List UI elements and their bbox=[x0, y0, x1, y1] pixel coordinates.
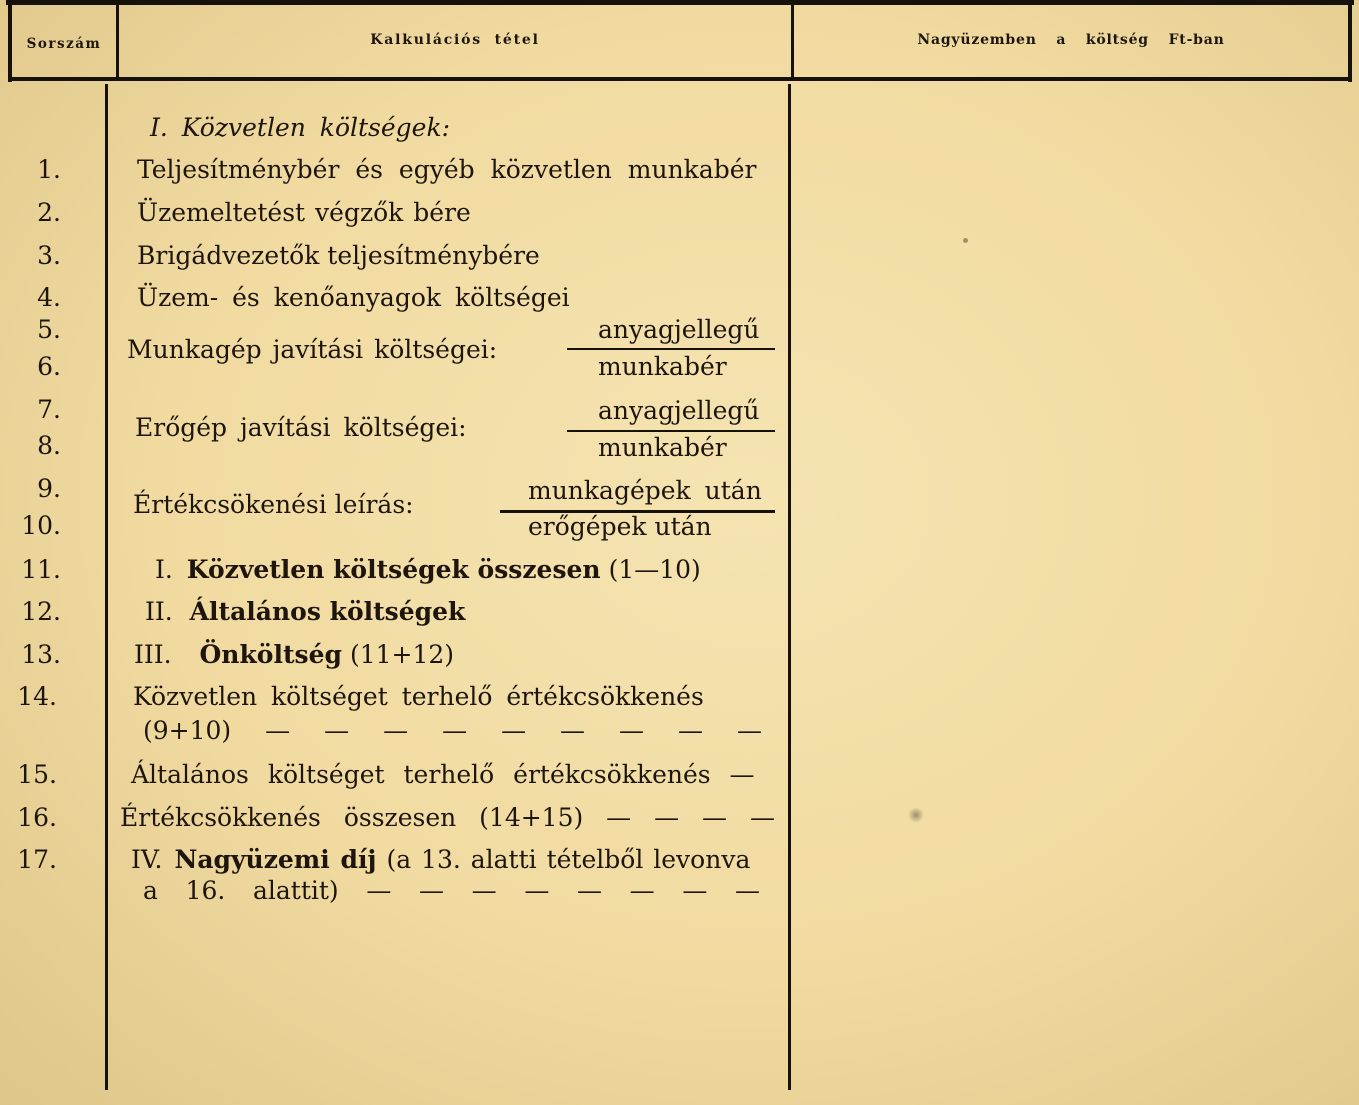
row-number-1: 1. bbox=[37, 155, 61, 184]
row-number-2: 2. bbox=[37, 198, 61, 227]
row-number-8: 8. bbox=[37, 431, 61, 460]
total-general-costs bbox=[145, 597, 465, 627]
roman-numeral: III. bbox=[134, 640, 172, 669]
body-divider-item-cost bbox=[788, 84, 791, 1090]
roman-numeral: II. bbox=[145, 597, 173, 626]
fee-description-continued: a 16. alattit) — — — — — — — — bbox=[143, 876, 760, 905]
fraction-bottom-machine-repair: munkabér bbox=[598, 352, 727, 381]
row-number-4: 4. bbox=[37, 283, 61, 312]
item-label-total-depreciation: Értékcsökkenés összesen (14+15) — — — — bbox=[120, 803, 775, 832]
item-label-machine-repair: Munkagép javítási költségei: bbox=[127, 335, 498, 364]
item-label-tractor-repair: Erőgép javítási költségei: bbox=[135, 413, 467, 442]
fraction-line-tractor-repair bbox=[567, 430, 775, 432]
row-number-9: 9. bbox=[37, 474, 61, 503]
row-number-5: 5. bbox=[37, 315, 61, 344]
row-number-6: 6. bbox=[37, 352, 61, 381]
fraction-line-machine-repair bbox=[567, 348, 775, 350]
roman-numeral: IV. bbox=[131, 845, 163, 874]
item-label-large-farm-fee bbox=[131, 845, 750, 875]
row-number-17: 17. bbox=[17, 845, 57, 874]
item-label-3: Brigádvezetők teljesítménybére bbox=[137, 241, 540, 270]
total-own-cost bbox=[134, 640, 454, 670]
header-top-rule bbox=[6, 0, 1354, 5]
item-label-general-depreciation: Általános költséget terhelő értékcsökkenés — bbox=[131, 760, 755, 789]
body-divider-number-item bbox=[105, 84, 108, 1090]
roman-numeral: I. bbox=[155, 555, 173, 584]
item-label-1: Teljesítménybér és egyéb közvetlen munkabér bbox=[137, 155, 757, 184]
fee-label: Nagyüzemi díj bbox=[174, 845, 377, 874]
item-formula-direct-depreciation: (9+10) — — — — — — — — — bbox=[143, 716, 762, 745]
row-number-10: 10. bbox=[21, 511, 61, 540]
row-number-15: 15. bbox=[17, 760, 57, 789]
fraction-bottom-tractor-repair: munkabér bbox=[598, 433, 727, 462]
header-cost-column: Nagyüzemben a költség Ft-ban bbox=[917, 32, 1225, 48]
item-label-4: Üzem- és kenőanyagok költségei bbox=[137, 283, 570, 312]
total-label: Önköltség bbox=[199, 640, 342, 669]
fraction-top-depreciation: munkagépek után bbox=[528, 476, 762, 505]
row-number-14: 14. bbox=[17, 682, 57, 711]
row-number-7: 7. bbox=[37, 395, 61, 424]
header-right-border bbox=[1348, 0, 1352, 82]
row-number-3: 3. bbox=[37, 241, 61, 270]
row-number-16: 16. bbox=[17, 803, 57, 832]
item-label-depreciation-writeoff: Értékcsökenési leírás: bbox=[133, 490, 414, 519]
item-label-2: Üzemeltetést végzők bére bbox=[137, 198, 471, 227]
item-label-direct-depreciation: Közvetlen költséget terhelő értékcsökkenés bbox=[133, 682, 704, 711]
paper-speck bbox=[963, 238, 968, 243]
total-label: Közvetlen költségek összesen bbox=[186, 555, 601, 584]
fee-description: (a 13. alatti tételből levonva bbox=[386, 845, 751, 874]
total-direct-costs bbox=[155, 555, 701, 585]
fraction-top-tractor-repair: anyagjellegű bbox=[598, 396, 760, 425]
row-number-13: 13. bbox=[21, 640, 61, 669]
total-formula: (11+12) bbox=[349, 640, 455, 669]
paper-speck bbox=[908, 808, 924, 822]
header-number-column: Sorszám bbox=[26, 36, 102, 52]
row-number-11: 11. bbox=[21, 555, 61, 584]
header-item-column: Kalkulációs tétel bbox=[370, 32, 540, 48]
total-formula: (1—10) bbox=[608, 555, 701, 584]
header-bottom-rule bbox=[8, 77, 1352, 81]
fraction-top-machine-repair: anyagjellegű bbox=[598, 315, 760, 344]
row-number-12: 12. bbox=[21, 597, 61, 626]
total-label: Általános költségek bbox=[189, 597, 466, 626]
section-title-direct-costs: I. Közvetlen költségek: bbox=[150, 113, 451, 142]
fraction-bottom-depreciation: erőgépek után bbox=[528, 512, 712, 541]
